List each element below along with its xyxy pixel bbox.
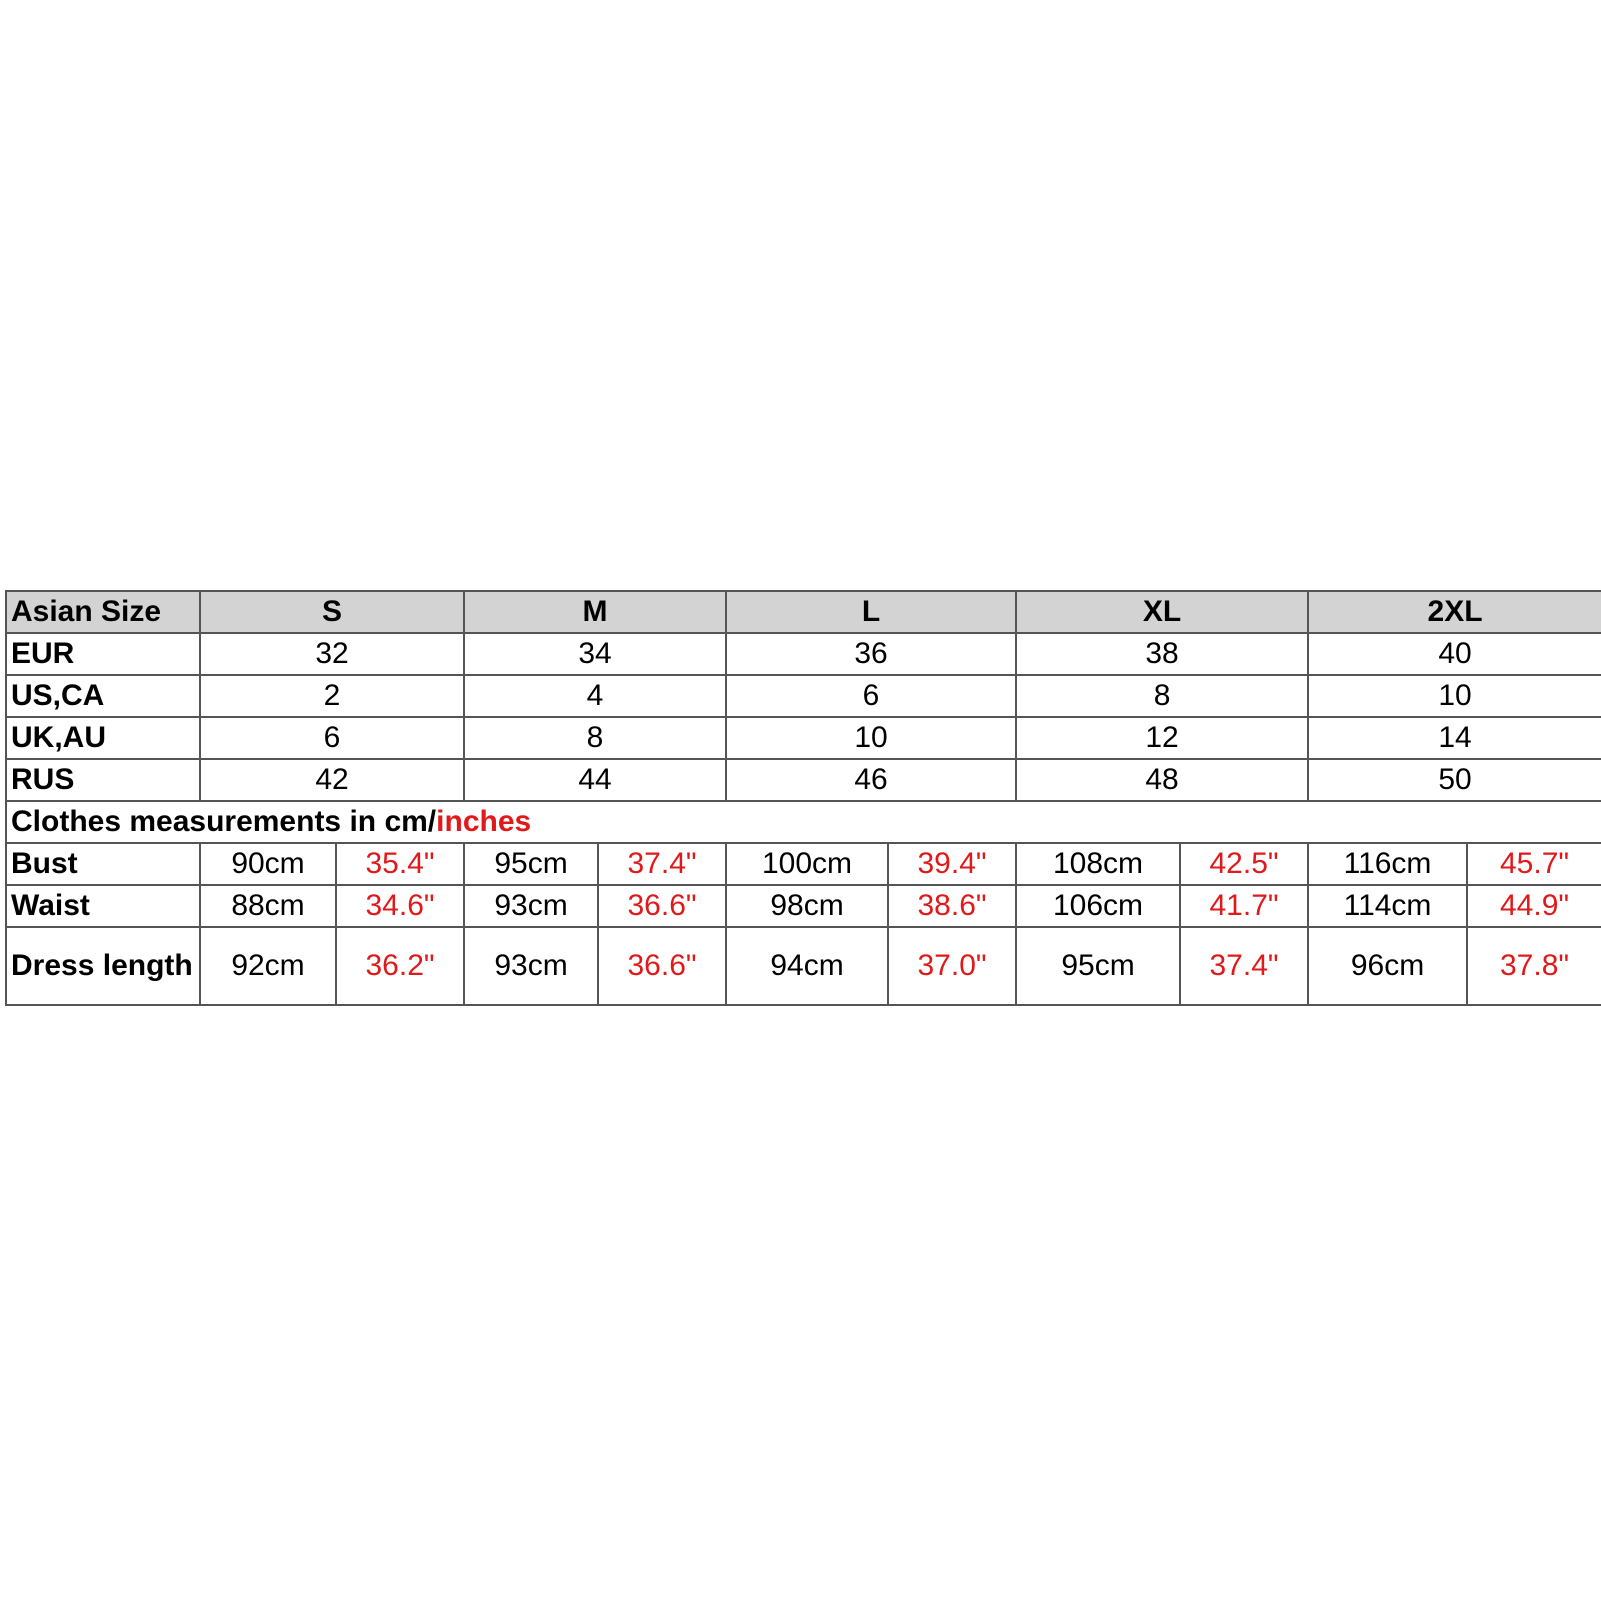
table-cell: 4: [464, 675, 726, 717]
table-cell-cm: 98cm: [726, 885, 888, 927]
table-cell-cm: 92cm: [200, 927, 336, 1005]
table-cell-inch: 37.0": [888, 927, 1016, 1005]
measurements-section-row: [6, 801, 1601, 843]
table-cell-cm: 93cm: [464, 927, 598, 1005]
table-row-us-ca: [6, 675, 1601, 717]
row-label: Waist: [6, 885, 200, 927]
table-cell-cm: 114cm: [1308, 885, 1467, 927]
table-cell-inch: 44.9": [1467, 885, 1601, 927]
table-cell-cm: 96cm: [1308, 927, 1467, 1005]
table-row-waist: [6, 885, 1601, 927]
measurements-section-title: [6, 801, 1601, 843]
table-cell: 34: [464, 633, 726, 675]
row-label: RUS: [6, 759, 200, 801]
table-cell-cm: 88cm: [200, 885, 336, 927]
table-cell: 48: [1016, 759, 1308, 801]
table-row-rus: [6, 759, 1601, 801]
table-cell-cm: 108cm: [1016, 843, 1180, 885]
size-xl-header: XL: [1016, 591, 1308, 633]
table-cell: 8: [1016, 675, 1308, 717]
row-label: Dress length: [6, 927, 200, 1005]
table-cell-cm: 116cm: [1308, 843, 1467, 885]
table-row-bust: [6, 843, 1601, 885]
section-title-inches: inches: [436, 805, 532, 838]
table-cell: 2: [200, 675, 464, 717]
table-cell-cm: 94cm: [726, 927, 888, 1005]
table-cell: 42: [200, 759, 464, 801]
table-cell: 8: [464, 717, 726, 759]
size-chart-table: [5, 590, 1601, 1006]
table-cell: 14: [1308, 717, 1601, 759]
table-cell-inch: 36.6": [598, 885, 726, 927]
table-cell-inch: 34.6": [336, 885, 464, 927]
table-cell: 6: [200, 717, 464, 759]
table-cell: 38: [1016, 633, 1308, 675]
row-label: EUR: [6, 633, 200, 675]
table-cell-inch: 37.4": [1180, 927, 1308, 1005]
table-row-uk-au: [6, 717, 1601, 759]
table-cell: 12: [1016, 717, 1308, 759]
table-cell: 40: [1308, 633, 1601, 675]
table-row-eur: [6, 633, 1601, 675]
table-cell: 44: [464, 759, 726, 801]
table-cell-inch: 42.5": [1180, 843, 1308, 885]
table-cell: 10: [726, 717, 1016, 759]
table-cell-inch: 36.6": [598, 927, 726, 1005]
table-cell: 46: [726, 759, 1016, 801]
size-m-header: M: [464, 591, 726, 633]
row-label: UK,AU: [6, 717, 200, 759]
section-title-prefix: Clothes measurements in cm/: [11, 805, 437, 838]
table-cell-inch: 38.6": [888, 885, 1016, 927]
table-cell-inch: 36.2": [336, 927, 464, 1005]
row-label: US,CA: [6, 675, 200, 717]
table-cell-cm: 100cm: [726, 843, 888, 885]
size-s-header: S: [200, 591, 464, 633]
table-cell-cm: 95cm: [464, 843, 598, 885]
table-cell-cm: 95cm: [1016, 927, 1180, 1005]
table-cell-inch: 39.4": [888, 843, 1016, 885]
size-header-row: [6, 591, 1601, 633]
table-cell-inch: 37.8": [1467, 927, 1601, 1005]
table-cell: 32: [200, 633, 464, 675]
table-cell: 10: [1308, 675, 1601, 717]
table-cell: 36: [726, 633, 1016, 675]
table-cell-cm: 93cm: [464, 885, 598, 927]
table-cell-inch: 37.4": [598, 843, 726, 885]
table-cell: 6: [726, 675, 1016, 717]
table-cell-inch: 35.4": [336, 843, 464, 885]
size-l-header: L: [726, 591, 1016, 633]
table-cell: 50: [1308, 759, 1601, 801]
table-cell-cm: 90cm: [200, 843, 336, 885]
size-2xl-header: 2XL: [1308, 591, 1601, 633]
table-cell-inch: 41.7": [1180, 885, 1308, 927]
table-row-dress-length: [6, 927, 1601, 1005]
table-cell-inch: 45.7": [1467, 843, 1601, 885]
table-cell-cm: 106cm: [1016, 885, 1180, 927]
asian-size-label: Asian Size: [6, 591, 200, 633]
row-label: Bust: [6, 843, 200, 885]
